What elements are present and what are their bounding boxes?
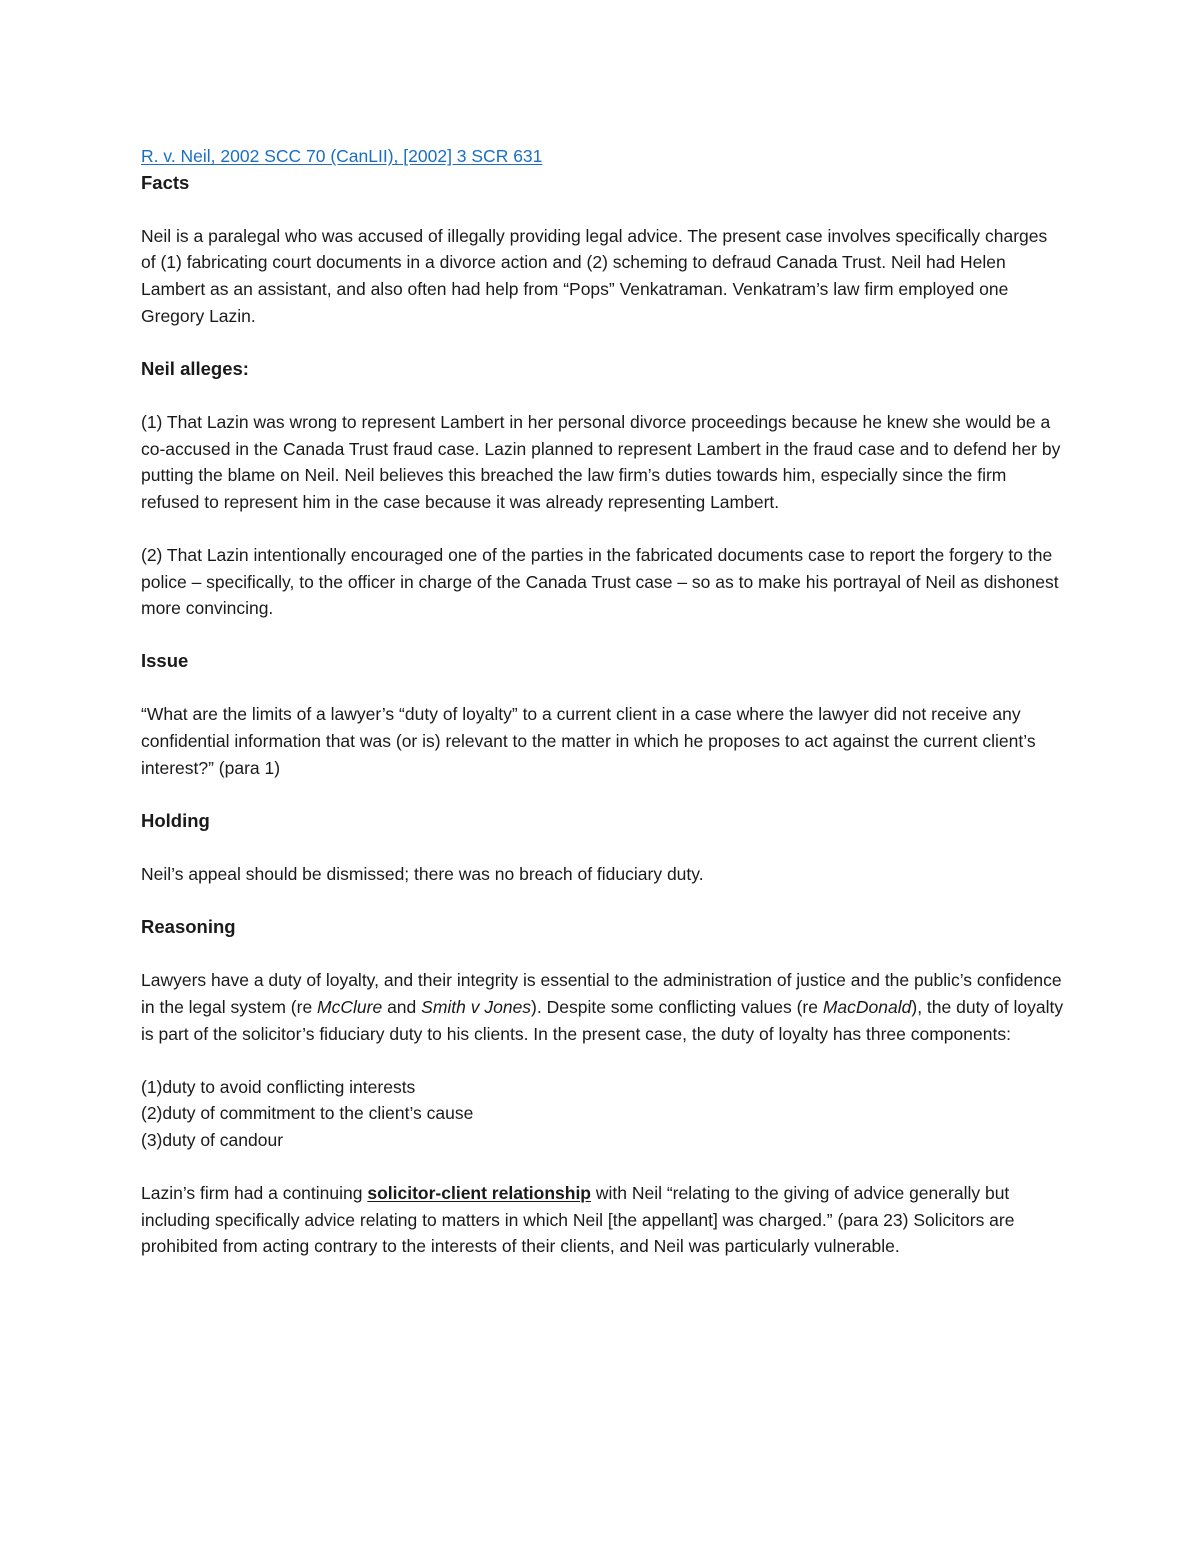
- holding-paragraph: Neil’s appeal should be dismissed; there was no breach of fiduciary duty.: [141, 864, 704, 885]
- facts-heading: Facts: [141, 171, 190, 193]
- document-page: [141, 143, 1066, 1260]
- case-name-smith-v-jones: Smith v Jones: [421, 997, 532, 1017]
- issue-heading: Issue: [141, 650, 189, 672]
- case-name-macdonald: MacDonald: [822, 997, 912, 1017]
- allegation-1: (1) That Lazin was wrong to represent Lambert in her personal divorce proceedings because he knew she would be a co-accused in the Canada Trust fraud case. Lazin planned to represent Lambert in the fraud case and to defend her by putting the blame on Neil. Neil believes this breached the law firm’s duties towards him, especially since the firm refused to represent him in the case because it was already representing Lambert.: [141, 411, 1061, 512]
- solicitor-client-relationship-link[interactable]: solicitor-client relationship: [367, 1183, 591, 1204]
- facts-paragraph: Neil is a paralegal who was accused of illegally providing legal advice. The present case involves specifically charges of (1) fabricating court documents in a divorce action and (2) scheming to defraud Canada Trust. Neil had Helen Lambert as an assistant, and also often had help from “Pops” Venkatraman. Venkatram’s law firm employed one Gregory Lazin.: [141, 225, 1048, 326]
- component-2: (2)duty of commitment to the client’s cause: [141, 1103, 474, 1124]
- reasoning-paragraph-1: Lawyers have a duty of loyalty, and their integrity is essential to the administration of justice and the public’s confidence in the legal system (re McClure and Smith v Jones). Despite some conflicting values (re MacDonald), the duty of loyalty is part of the solicitor’s fiduciary duty to his clients. In the present case, the duty of loyalty has three components:: [141, 970, 1064, 1044]
- case-name-mcclure: McClure: [317, 997, 383, 1017]
- case-citation-link[interactable]: R. v. Neil, 2002 SCC 70 (CanLII), [2002] 3 SCR 631: [141, 146, 543, 166]
- allegations-heading: Neil alleges:: [141, 357, 249, 379]
- holding-heading: Holding: [141, 809, 210, 831]
- allegation-2: (2) That Lazin intentionally encouraged one of the parties in the fabricated documents case to report the forgery to the police – specifically, to the officer in charge of the Canada Trust case – so as to make his portrayal of Neil as dishonest more convincing.: [141, 544, 1059, 619]
- component-3: (3)duty of candour: [141, 1129, 284, 1150]
- reasoning-paragraph-2: Lazin’s firm had a continuing solicitor-client relationship with Neil “relating to the giving of advice generally but including specifically advice relating to matters in which Neil [the appellant] was charged.” (para 23) Solicitors are prohibited from acting contrary to the interests of their clients, and Neil was particularly vulnerable.: [141, 1183, 1015, 1257]
- reasoning-heading: Reasoning: [141, 916, 236, 938]
- component-1: (1)duty to avoid conflicting interests: [141, 1076, 416, 1097]
- issue-paragraph: “What are the limits of a lawyer’s “duty of loyalty” to a current client in a case where the lawyer did not receive any confidential information that was (or is) relevant to the matter in which he proposes to act against the current client’s interest?” (para 1): [141, 704, 1036, 778]
